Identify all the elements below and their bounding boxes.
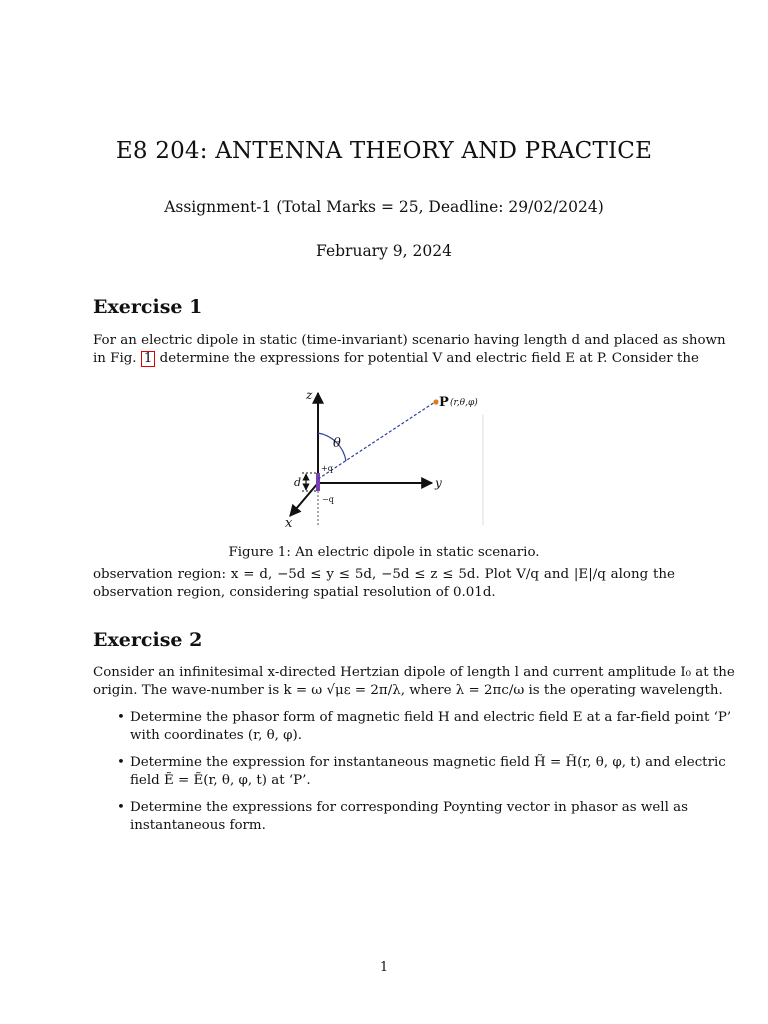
theta-angle-arc [318,433,346,461]
dipole-figure [280,385,510,535]
document-title: E8 204: ANTENNA THEORY AND PRACTICE [115,138,653,164]
bullet-line: Determine the expressions for corresponding Poynting vector in phasor as well as [130,800,688,815]
exercise1-heading: Exercise 1 [93,296,203,318]
point-p-label: P [439,395,449,410]
exercise1-p2-line1: observation region: x = d, −5d ≤ y ≤ 5d, −5d ≤ z ≤ 5d. Plot V/q and |E|/q along the [93,567,675,582]
text-fragment: in Fig. [93,351,137,366]
page-number: 1 [379,960,389,975]
exercise1-p1-line2 [93,350,699,368]
plus-q-label: +q [321,464,333,473]
list-item [93,754,726,790]
exercise2-line1: Consider an infinitesimal x-directed Hertzian dipole of length l and current amplitude I₀ at the [93,665,735,680]
assignment-subtitle: Assignment-1 (Total Marks = 25, Deadline: 29/02/2024) [164,198,604,216]
bullet-line: instantaneous form. [130,818,266,833]
document-date: February 9, 2024 [316,242,452,260]
z-axis-label: z [306,388,313,402]
text-fragment: determine the expressions for potential V and electric field E at P. Consider the [159,351,699,366]
point-p-coordinates: (r,θ,φ) [450,398,478,408]
exercise1-p1-line1: For an electric dipole in static (time-invariant) scenario having length d and placed as shown [93,333,726,348]
exercise2-paragraph [93,664,735,700]
d-label: d [294,476,302,489]
exercise1-paragraph1 [93,332,726,368]
exercise2-heading: Exercise 2 [93,629,203,651]
bullet-icon: • [117,755,125,770]
list-item [93,799,688,835]
exercise2-line2: origin. The wave-number is k = ω √με = 2π/λ, where λ = 2πc/ω is the operating wavelength. [93,683,723,698]
bullet-line: field Ẽ = Ẽ(r, θ, φ, t) at ‘P’. [130,773,311,788]
x-axis-label: x [285,516,293,531]
y-axis-label: y [435,476,442,490]
bullet-line: Determine the expression for instantaneous magnetic field H̃ = H̃(r, θ, φ, t) and electric [130,755,726,770]
list-item [93,709,732,745]
bullet-line: Determine the phasor form of magnetic field H and electric field E at a far-field point ‘P’ [130,710,732,725]
exercise2-bullet-list [93,709,732,844]
minus-q-label: −q [322,495,334,504]
exercise1-p2-line2: observation region, considering spatial resolution of 0.01d. [93,585,496,600]
exercise1-paragraph2 [93,566,675,602]
figure-1-caption: Figure 1: An electric dipole in static scenario. [228,545,540,560]
theta-label: θ [333,436,341,451]
observation-point-marker [433,399,438,404]
bullet-line: with coordinates (r, θ, φ). [130,728,303,743]
bullet-icon: • [117,800,125,815]
figure-1-reference-link[interactable]: 1 [141,351,156,367]
bullet-icon: • [117,710,125,725]
